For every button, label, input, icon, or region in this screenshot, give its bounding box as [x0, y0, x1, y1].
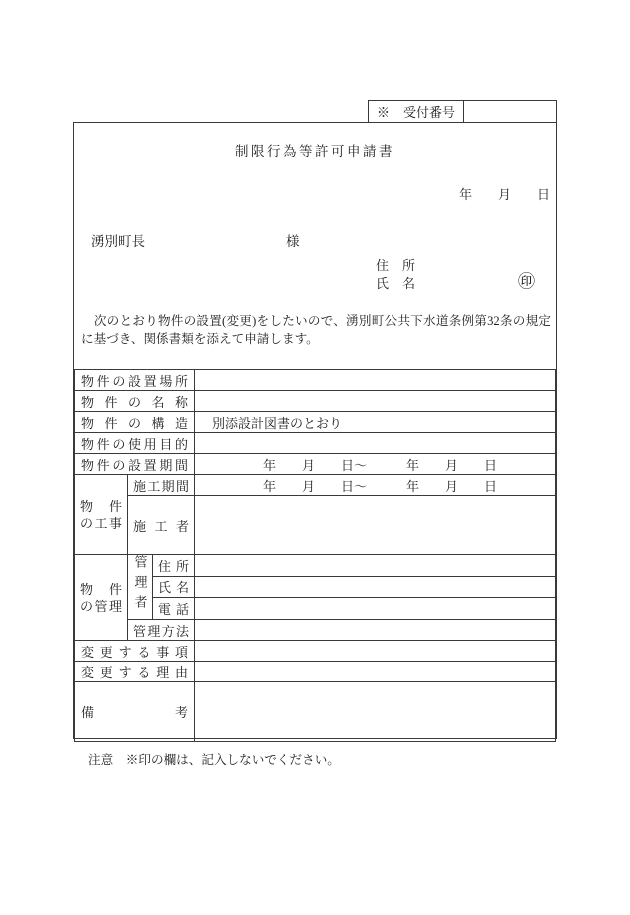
table-row — [75, 662, 556, 682]
construction-group-label-line1: 物件 — [80, 498, 122, 514]
table-row — [75, 555, 556, 577]
contractor-label: 施工者 — [128, 496, 195, 555]
change-reason-label: 変更する理由 — [75, 662, 195, 682]
receipt-number-label: ※ 受付番号 — [369, 101, 464, 122]
install-place-label: 物件の設置場所 — [75, 370, 195, 391]
form-box — [73, 122, 557, 739]
management-group-label — [75, 555, 128, 641]
manager-phone-label: 電話 — [153, 598, 195, 620]
install-period-label: 物件の設置期間 — [75, 454, 195, 475]
install-place-value — [195, 370, 556, 391]
change-reason-value — [195, 662, 556, 682]
construction-group-label-line2: の工事 — [80, 515, 122, 531]
manager-label — [128, 555, 153, 620]
install-period-value: 年 月 日～ 年 月 日 — [195, 454, 556, 475]
applicant-block — [376, 257, 415, 293]
manager-name-label: 氏名 — [153, 576, 195, 598]
table-row — [75, 620, 556, 641]
table-row — [75, 475, 556, 496]
table-row — [75, 412, 556, 433]
contractor-value — [195, 496, 556, 555]
remarks-label: 備考 — [75, 682, 195, 742]
structure-value: 別添設計図書のとおり — [195, 412, 556, 433]
manager-label-text: 管理者 — [132, 555, 148, 615]
applicant-name-label: 氏 名 — [376, 276, 416, 291]
seal-mark-icon: ㊞ — [518, 272, 535, 291]
construction-group-label — [75, 475, 128, 555]
change-items-value — [195, 641, 556, 662]
purpose-label: 物件の使用目的 — [75, 433, 195, 454]
body-paragraph: 次のとおり物件の設置(変更)をしたいので、湧別町公共下水道条例第32条の規定に基づき、関係書類を添えて申請します。 — [81, 314, 551, 346]
footer-note: 注意 ※印の欄は、記入しないでください。 — [88, 753, 340, 767]
management-group-label-line1: 物件 — [80, 581, 122, 597]
table-row — [75, 641, 556, 662]
honorific-label: 様 — [286, 234, 300, 249]
manager-address-value — [195, 555, 556, 577]
purpose-value — [195, 433, 556, 454]
table-row — [75, 391, 556, 412]
application-date-line: 年 月 日 — [458, 187, 550, 202]
table-row — [75, 496, 556, 555]
receipt-number-box — [368, 100, 557, 123]
form-title: 制限行為等許可申請書 — [235, 144, 395, 159]
object-name-value — [195, 391, 556, 412]
table-row — [75, 433, 556, 454]
table-row — [75, 454, 556, 475]
management-method-label: 管理方法 — [128, 620, 195, 641]
construction-period-value: 年 月 日～ 年 月 日 — [195, 475, 556, 496]
addressee-row — [91, 230, 300, 250]
addressee-name: 湧別町長 — [91, 234, 145, 249]
applicant-address-label: 住 所 — [376, 258, 416, 273]
remarks-value — [195, 682, 556, 742]
structure-label: 物件の構造 — [75, 412, 195, 433]
table-row — [75, 370, 556, 391]
manager-address-label: 住所 — [153, 555, 195, 577]
object-name-label: 物件の名称 — [75, 391, 195, 412]
management-group-label-line2: の管理 — [80, 598, 122, 614]
table-row — [75, 682, 556, 742]
form-details-table — [74, 369, 556, 742]
receipt-number-value — [464, 101, 556, 122]
change-items-label: 変更する事項 — [75, 641, 195, 662]
manager-phone-value — [195, 598, 556, 620]
management-method-value — [195, 620, 556, 641]
construction-period-label: 施工期間 — [128, 475, 195, 496]
manager-name-value — [195, 576, 556, 598]
